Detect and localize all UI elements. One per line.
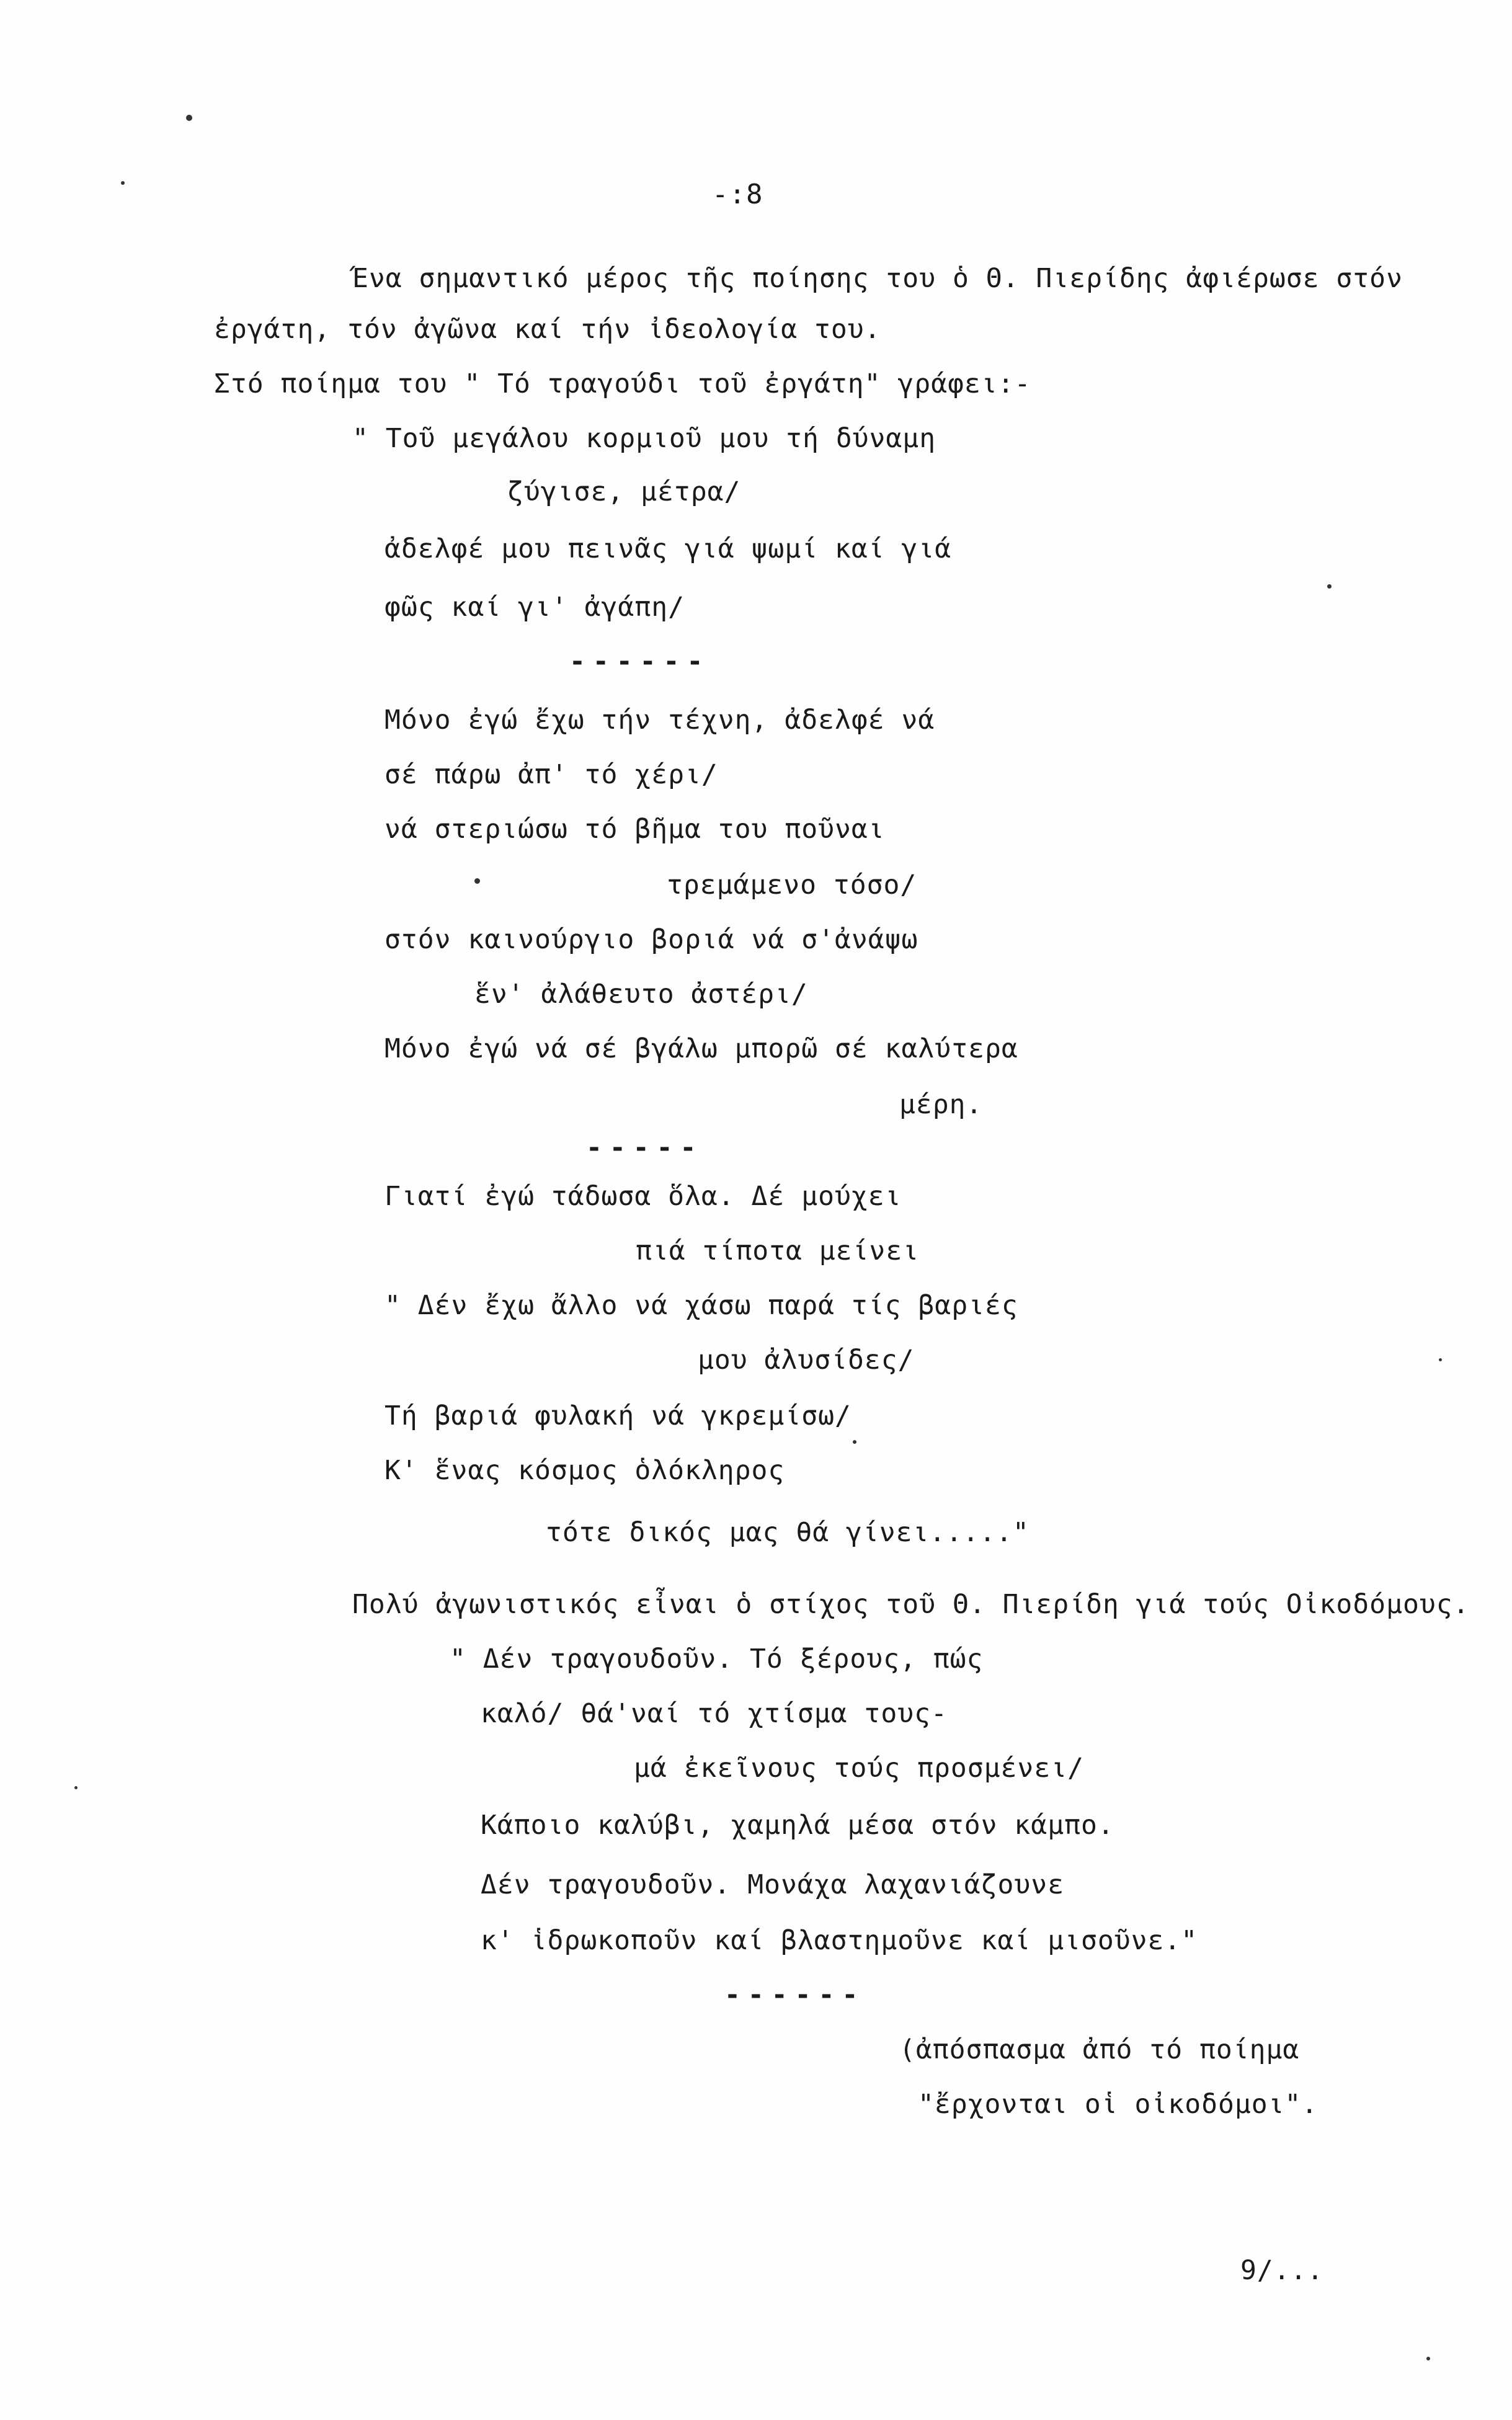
poem-line: " Δέν ἔχω ἄλλο νά χάσω παρά τίς βαριές bbox=[385, 1290, 1018, 1321]
poem-line: " Τοῦ μεγάλου κορμιοῦ μου τή δύναμη bbox=[352, 423, 936, 454]
separator: ----- bbox=[586, 1132, 704, 1163]
poem-line: Κάποιο καλύβι, χαμηλά μέσα στόν κάμπο. bbox=[481, 1810, 1114, 1841]
poem-line: πιά τίποτα μείνει bbox=[636, 1235, 920, 1266]
text-line: ἐργάτη, τόν ἀγῶνα καί τήν ἰδεολογία του. bbox=[214, 314, 881, 345]
source-note: (ἀπόσπασμα ἀπό τό ποίημα bbox=[899, 2034, 1300, 2065]
scan-speck bbox=[1426, 2357, 1430, 2360]
poem-line: στόν καινούργιο βοριά νά σ'ἀνάψω bbox=[385, 924, 918, 955]
poem-line: Μόνο ἐγώ νά σέ βγάλω μπορῶ σέ καλύτερα bbox=[385, 1033, 1018, 1064]
scan-speck bbox=[74, 1786, 78, 1789]
scan-speck bbox=[853, 1440, 856, 1444]
poem-line: Τή βαριά φυλακή νά γκρεμίσω/ bbox=[385, 1400, 852, 1431]
continuation-marker: 9/... bbox=[1240, 2255, 1324, 2286]
text-line: Ένα σημαντικό μέρος τῆς ποίησης του ὁ Θ. Πιερίδης ἀφιέρωσε στόν bbox=[352, 263, 1403, 294]
text-line: Πολύ ἀγωνιστικός εἶναι ὁ στίχος τοῦ Θ. Πιερίδη γιά τούς Οἰκοδόμους. bbox=[352, 1589, 1470, 1620]
poem-line: μου ἀλυσίδες/ bbox=[698, 1345, 915, 1376]
poem-line: μέρη. bbox=[899, 1089, 983, 1120]
poem-line: σέ πάρω ἀπ' τό χέρι/ bbox=[385, 759, 718, 790]
poem-line: νά στεριώσω τό βῆμα του ποῦναι bbox=[385, 814, 885, 845]
poem-line: φῶς καί γι' ἀγάπη/ bbox=[385, 592, 685, 623]
poem-line: ζύγισε, μέτρα/ bbox=[507, 476, 741, 507]
text-line: Στό ποίημα του " Τό τραγούδι τοῦ ἐργάτη" γράφει:- bbox=[214, 368, 1031, 399]
page-number: -:8 bbox=[712, 179, 763, 210]
poem-line: τρεμάμενο τόσο/ bbox=[667, 870, 917, 901]
poem-line: τότε δικός μας θά γίνει....." bbox=[546, 1517, 1029, 1548]
poem-line: ἀδελφέ μου πεινᾶς γιά ψωμί καί γιά bbox=[385, 533, 952, 564]
separator: ------ bbox=[569, 646, 711, 677]
poem-line: " Δέν τραγουδοῦν. Τό ξέρους, πώς bbox=[450, 1644, 984, 1675]
poem-line: ἕν' ἀλάθευτο ἀστέρι/ bbox=[474, 979, 808, 1010]
poem-line: καλό/ θά'ναί τό χτίσμα τους- bbox=[481, 1698, 948, 1729]
source-note: "ἔρχονται οἱ οἰκοδόμοι". bbox=[918, 2089, 1319, 2120]
poem-line: Δέν τραγουδοῦν. Μονάχα λαχανιάζουνε bbox=[481, 1869, 1065, 1900]
poem-line: Κ' ἕνας κόσμος ὁλόκληρος bbox=[385, 1455, 785, 1486]
scan-speck bbox=[121, 181, 125, 185]
scan-speck bbox=[1439, 1358, 1442, 1361]
poem-line: μά ἐκεῖνους τούς προσμένει/ bbox=[634, 1753, 1084, 1784]
scan-speck bbox=[186, 115, 192, 121]
scan-speck bbox=[1327, 584, 1332, 589]
scan-speck bbox=[474, 878, 480, 884]
poem-line: Μόνο ἐγώ ἔχω τήν τέχνη, ἀδελφέ νά bbox=[385, 705, 935, 736]
separator: ------ bbox=[724, 1980, 866, 2011]
poem-line: κ' ἱδρωκοποῦν καί βλαστημοῦνε καί μισοῦνε." bbox=[481, 1925, 1198, 1956]
poem-line: Γιατί ἐγώ τάδωσα ὅλα. Δέ μούχει bbox=[385, 1181, 902, 1212]
